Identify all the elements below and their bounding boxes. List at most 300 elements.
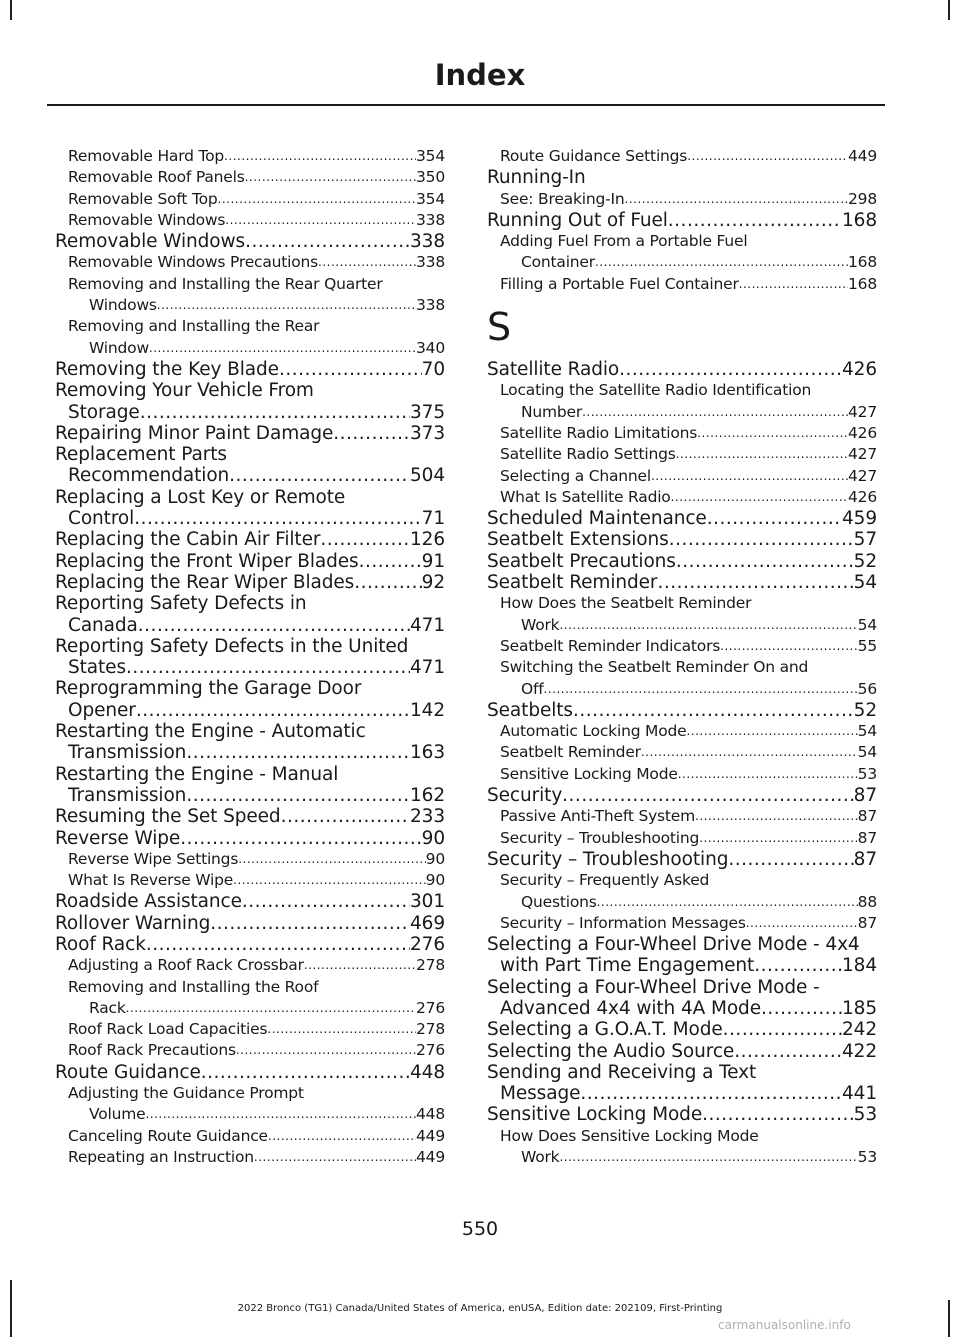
index-entry[interactable] [55,742,445,763]
entry-page-number[interactable]: 441 [841,1083,877,1105]
entry-page-number[interactable]: 276 [416,998,445,1017]
crop-mark-top-left [10,0,12,20]
entry-page-number[interactable]: 373 [409,422,445,444]
entry-label: Automatic Locking Mode [500,722,687,741]
dot-leader [671,487,848,508]
index-subentry[interactable] [55,998,445,1019]
entry-page-number[interactable]: 448 [409,1061,445,1083]
dot-leader [746,913,858,934]
entry-label: Locating the Satellite Radio Identification [500,381,812,400]
entry-label: Removable Windows Precautions [68,253,319,272]
entry-label: Restarting the Engine - Manual [55,763,339,785]
index-entry[interactable] [487,849,877,870]
dot-leader [236,1040,416,1061]
entry-label: Selecting a Four-Wheel Drive Mode - [487,976,820,998]
index-subentry [487,1126,877,1147]
entry-page-number[interactable]: 471 [409,657,445,679]
index-entry[interactable] [487,551,877,572]
dot-leader [668,210,842,231]
dot-leader [687,721,858,742]
entry-label: Adjusting a Roof Rack Crossbar [68,956,304,975]
entry-label: Sending and Receiving a Text [487,1061,757,1083]
entry-page-number[interactable]: 301 [409,891,445,913]
index-entry[interactable] [55,828,445,849]
entry-page-number[interactable]: 163 [409,742,445,764]
entry-page-number[interactable]: 168 [848,253,877,272]
index-entry[interactable] [55,785,445,806]
index-entry[interactable] [55,806,445,827]
entry-label: Off [521,679,544,698]
entry-page-number[interactable]: 338 [416,210,445,229]
entry-label: Reporting Safety Defects in the United [55,635,409,657]
index-entry[interactable] [55,359,445,380]
entry-label: Seatbelt Reminder Indicators [500,636,721,655]
dot-leader [157,295,416,316]
index-entry [55,487,445,508]
index-subentry[interactable] [487,423,877,444]
index-subentry[interactable] [55,849,445,870]
entry-page-number[interactable]: 87 [857,807,877,826]
dot-leader [304,955,416,976]
dot-leader [245,231,410,252]
entry-page-number[interactable]: 168 [841,209,877,231]
entry-page-number[interactable]: 449 [416,1126,445,1145]
entry-page-number[interactable]: 276 [409,933,445,955]
dot-leader [754,955,842,976]
index-entry[interactable] [55,1062,445,1083]
entry-page-number[interactable]: 426 [848,423,877,442]
entry-label: Roof Rack Precautions [68,1041,236,1060]
entry-page-number[interactable]: 504 [409,465,445,487]
entry-page-number[interactable]: 338 [409,231,445,253]
entry-page-number[interactable]: 233 [409,806,445,828]
index-subentry[interactable] [55,167,445,188]
entry-page-number[interactable]: 427 [848,402,877,421]
index-subentry[interactable] [55,338,445,359]
entry-page-number[interactable]: 184 [841,955,877,977]
page-title: Index [434,58,526,92]
entry-label: Volume [89,1105,146,1124]
entry-page-number[interactable]: 90 [421,827,445,849]
entry-label: Selecting a Four-Wheel Drive Mode - 4x4 [487,934,860,956]
entry-label: Adjusting the Guidance Prompt [68,1084,304,1103]
dot-leader [739,274,848,295]
entry-label: Transmission [68,742,187,764]
entry-page-number[interactable]: 87 [853,785,877,807]
entry-label: Replacing the Rear Wiper Blades [55,571,355,593]
entry-page-number[interactable]: 87 [857,913,877,932]
dot-leader [720,636,858,657]
entry-label: Roof Rack [55,933,146,955]
index-entry[interactable] [55,402,445,423]
index-entry[interactable] [487,1104,877,1125]
dot-leader [320,529,410,550]
index-subentry[interactable] [487,913,877,934]
edition-footer: 2022 Bronco (TG1) Canada/United States of America, enUSA, Edition date: 202109, First-Printing [237,1303,723,1314]
entry-page-number[interactable]: 278 [416,1020,445,1039]
entry-label: Rack [89,998,126,1017]
dot-leader [126,657,410,678]
index-entry [487,1062,877,1083]
entry-label: Selecting a G.O.A.T. Mode [487,1019,723,1041]
dot-leader [281,806,410,827]
entry-page-number[interactable]: 91 [421,550,445,572]
dot-leader [651,466,848,487]
entry-label: See: Breaking-In [500,189,625,208]
dot-leader [318,252,416,273]
entry-label: Selecting a Channel [500,466,651,485]
entry-page-number[interactable]: 126 [409,529,445,551]
entry-page-number[interactable]: 71 [421,508,445,530]
dot-leader [544,679,858,700]
index-subentry[interactable] [55,189,445,210]
index-subentry [487,380,877,401]
entry-page-number[interactable]: 70 [421,358,445,380]
entry-label: Security – Information Messages [500,913,746,932]
index-subentry[interactable] [487,828,877,849]
entry-page-number[interactable]: 54 [857,722,877,741]
entry-label: Opener [68,699,136,721]
dot-leader [186,742,410,763]
dot-leader [149,338,416,359]
dot-leader [359,551,422,572]
index-entry[interactable] [55,231,445,252]
dot-leader [229,465,410,486]
entry-label: Seatbelts [487,699,573,721]
dot-leader [140,402,410,423]
entry-page-number[interactable]: 90 [425,871,445,890]
entry-label: Route Guidance [55,1061,201,1083]
entry-page-number[interactable]: 427 [848,466,877,485]
index-subentry[interactable] [487,764,877,785]
index-subentry[interactable] [55,1019,445,1040]
dot-leader [657,572,853,593]
entry-label: Roof Rack Load Capacities [68,1020,268,1039]
index-subentry[interactable] [487,466,877,487]
entry-page-number[interactable]: 87 [857,828,877,847]
entry-label: Canada [68,614,138,636]
index-subentry[interactable] [487,679,877,700]
index-subentry[interactable] [487,615,877,636]
dot-leader [210,913,410,934]
entry-page-number[interactable]: 338 [416,253,445,272]
index-entry[interactable] [487,785,877,806]
index-subentry[interactable] [487,402,877,423]
dot-leader [728,849,853,870]
index-entry[interactable] [487,529,877,550]
entry-page-number[interactable]: 53 [857,764,877,783]
entry-label: Removable Roof Panels [68,168,245,187]
index-subentry[interactable] [55,870,445,891]
index-entry [55,678,445,699]
entry-page-number[interactable]: 354 [416,189,445,208]
entry-label: Switching the Seatbelt Reminder On and [500,658,809,677]
section-letter: S [487,305,512,350]
entry-page-number[interactable]: 427 [848,445,877,464]
dot-leader [186,785,410,806]
entry-page-number[interactable]: 53 [853,1104,877,1126]
entry-label: Questions [521,892,597,911]
index-subentry[interactable] [55,146,445,167]
entry-page-number[interactable]: 278 [416,956,445,975]
dot-leader [180,828,421,849]
entry-label: Removable Hard Top [68,147,225,165]
index-subentry[interactable] [487,487,877,508]
dot-leader [354,572,421,593]
entry-page-number[interactable]: 53 [857,1148,877,1167]
entry-page-number[interactable]: 459 [841,508,877,530]
entry-page-number[interactable]: 298 [848,189,877,208]
index-entry[interactable] [55,508,445,529]
entry-label: Sensitive Locking Mode [500,764,678,783]
entry-page-number[interactable]: 185 [841,997,877,1019]
entry-label: Scheduled Maintenance [487,508,707,530]
entry-page-number[interactable]: 375 [409,401,445,423]
index-subentry[interactable] [487,1147,877,1168]
entry-page-number[interactable]: 88 [857,892,877,911]
entry-label: Selecting the Audio Source [487,1040,735,1062]
entry-label: States [68,657,127,679]
index-entry [487,934,877,955]
entry-label: Removing and Installing the Rear [68,317,320,336]
entry-label: with Part Time Engagement [500,955,755,977]
dot-leader [707,508,842,529]
entry-page-number[interactable]: 56 [857,679,877,698]
entry-page-number[interactable]: 52 [853,550,877,572]
entry-label: Replacement Parts [55,444,227,466]
entry-page-number[interactable]: 92 [421,571,445,593]
entry-label: Control [68,508,135,530]
index-subentry [487,593,877,614]
entry-page-number[interactable]: 54 [857,615,877,634]
index-entry[interactable] [55,913,445,934]
index-entry[interactable] [487,955,877,976]
entry-label: Resuming the Set Speed [55,806,281,828]
entry-label: Storage [68,401,140,423]
entry-label: Route Guidance Settings [500,147,688,165]
index-column-right [487,146,877,1168]
entry-label: Canceling Route Guidance [68,1126,268,1145]
dot-leader [595,252,848,273]
dot-leader [619,359,842,380]
entry-label: Repeating an Instruction [68,1147,254,1166]
entry-label: Replacing the Cabin Air Filter [55,529,321,551]
index-subentry [487,231,877,252]
entry-page-number[interactable]: 340 [416,338,445,357]
entry-label: Roadside Assistance [55,891,242,913]
entry-label: Replacing a Lost Key or Remote [55,486,346,508]
index-subentry[interactable] [487,721,877,742]
index-subentry[interactable] [487,146,877,167]
index-entry[interactable] [55,615,445,636]
title-divider [47,104,885,106]
dot-leader [225,210,416,231]
index-subentry[interactable] [487,892,877,913]
entry-label: Removing the Key Blade [55,358,279,380]
index-entry[interactable] [55,891,445,912]
entry-page-number[interactable]: 52 [853,699,877,721]
entry-label: Seatbelt Extensions [487,529,669,551]
entry-label: Security – Troubleshooting [487,848,729,870]
dot-leader [761,998,842,1019]
index-entry[interactable] [487,998,877,1019]
index-entry[interactable] [487,508,877,529]
entry-label: Security – Troubleshooting [500,828,700,847]
index-subentry[interactable] [487,742,877,763]
entry-page-number[interactable]: 469 [409,912,445,934]
index-entry [55,380,445,401]
dot-leader [676,551,854,572]
dot-leader [145,1104,416,1125]
index-subentry[interactable] [487,636,877,657]
entry-label: Reprogramming the Garage Door [55,678,362,700]
dot-leader [678,764,858,785]
entry-label: Message [500,1083,581,1105]
dot-leader [279,359,422,380]
entry-label: Work [521,615,560,634]
dot-leader [254,1147,416,1168]
entry-page-number[interactable]: 142 [409,699,445,721]
index-subentry [55,1083,445,1104]
entry-label: How Does the Seatbelt Reminder [500,594,752,613]
index-subentry[interactable] [55,252,445,273]
entry-page-number[interactable]: 242 [841,1019,877,1041]
entry-label: Transmission [68,784,187,806]
dot-leader [669,529,854,550]
entry-page-number[interactable]: 54 [853,572,877,594]
watermark: carmanualsonline.info [718,1318,851,1332]
entry-label: Removing Your Vehicle From [55,380,314,402]
index-column-left [55,146,445,1168]
index-entry [55,721,445,742]
dot-leader [559,615,857,636]
index-entry[interactable] [55,529,445,550]
entry-label: Rollover Warning [55,912,211,934]
entry-label: Running-In [487,167,586,189]
entry-page-number[interactable]: 448 [416,1105,445,1124]
index-subentry[interactable] [55,1126,445,1147]
entry-page-number[interactable]: 338 [416,296,445,315]
entry-page-number[interactable]: 350 [416,168,445,187]
entry-page-number[interactable]: 57 [853,529,877,551]
entry-page-number[interactable]: 90 [425,849,445,868]
index-subentry[interactable] [487,806,877,827]
dot-leader [242,891,410,912]
dot-leader [126,998,416,1019]
index-entry[interactable] [487,359,877,380]
entry-page-number[interactable]: 55 [857,636,877,655]
index-entry [55,444,445,465]
dot-leader [333,423,410,444]
entry-label: Satellite Radio [487,359,620,381]
entry-label: Seatbelt Reminder [487,572,658,594]
entry-label: Reporting Safety Defects in [55,593,307,615]
entry-label: Removable Windows [55,231,246,253]
dot-leader [562,785,853,806]
dot-leader [146,934,410,955]
index-entry[interactable] [55,700,445,721]
dot-leader [697,423,848,444]
index-subentry[interactable] [487,274,877,295]
entry-label: Seatbelt Reminder [500,743,641,762]
entry-label: Running Out of Fuel [487,209,668,231]
index-entry[interactable] [55,465,445,486]
index-subentry[interactable] [55,1104,445,1125]
index-entry[interactable] [55,934,445,955]
index-entry [55,593,445,614]
index-subentry[interactable] [487,252,877,273]
index-subentry[interactable] [487,189,877,210]
entry-label: Reverse Wipe Settings [68,849,239,868]
entry-page-number[interactable]: 162 [409,784,445,806]
index-subentry [487,657,877,678]
entry-label: Recommendation [68,465,230,487]
entry-page-number[interactable]: 449 [848,147,877,165]
dot-leader [224,146,416,167]
entry-page-number[interactable]: 54 [857,743,877,762]
index-entry[interactable] [487,210,877,231]
entry-page-number[interactable]: 354 [416,147,445,165]
entry-page-number[interactable]: 449 [416,1147,445,1166]
index-entry[interactable] [487,700,877,721]
index-entry[interactable] [55,657,445,678]
crop-mark-top-right [948,0,950,20]
index-entry[interactable] [55,551,445,572]
index-subentry[interactable] [55,1147,445,1168]
entry-page-number[interactable]: 426 [848,487,877,506]
entry-label: Restarting the Engine - Automatic [55,721,366,743]
entry-label: Window [89,338,149,357]
entry-page-number[interactable]: 422 [841,1040,877,1062]
index-subentry [55,316,445,337]
index-entry[interactable] [487,1083,877,1104]
index-entry[interactable] [55,572,445,593]
dot-leader [723,1019,842,1040]
index-entry[interactable] [55,423,445,444]
index-subentry[interactable] [487,444,877,465]
index-subentry[interactable] [55,1040,445,1061]
index-subentry [55,274,445,295]
entry-label: Removing and Installing the Rear Quarter [68,274,383,293]
dot-leader [734,1041,842,1062]
entry-label: Number [521,402,583,421]
entry-page-number[interactable]: 471 [409,614,445,636]
dot-leader [268,1126,416,1147]
entry-label: Advanced 4x4 with 4A Mode [500,997,761,1019]
index-entry[interactable] [487,1019,877,1040]
entry-page-number[interactable]: 426 [841,359,877,381]
index-subentry[interactable] [55,210,445,231]
entry-label: Passive Anti-Theft System [500,807,696,826]
index-entry[interactable] [487,572,877,593]
dot-leader [702,1104,854,1125]
index-entry[interactable] [487,1041,877,1062]
dot-leader [573,700,854,721]
entry-page-number[interactable]: 87 [853,848,877,870]
dot-leader [218,189,416,210]
entry-label: What Is Satellite Radio [500,487,671,506]
dot-leader [138,615,410,636]
dot-leader [695,806,858,827]
index-subentry [55,977,445,998]
entry-label: Removable Soft Top [68,189,218,208]
dot-leader [580,1083,842,1104]
index-subentry[interactable] [55,295,445,316]
entry-page-number[interactable]: 276 [416,1041,445,1060]
index-subentry[interactable] [55,955,445,976]
entry-page-number[interactable]: 168 [848,274,877,293]
index-entry [55,636,445,657]
